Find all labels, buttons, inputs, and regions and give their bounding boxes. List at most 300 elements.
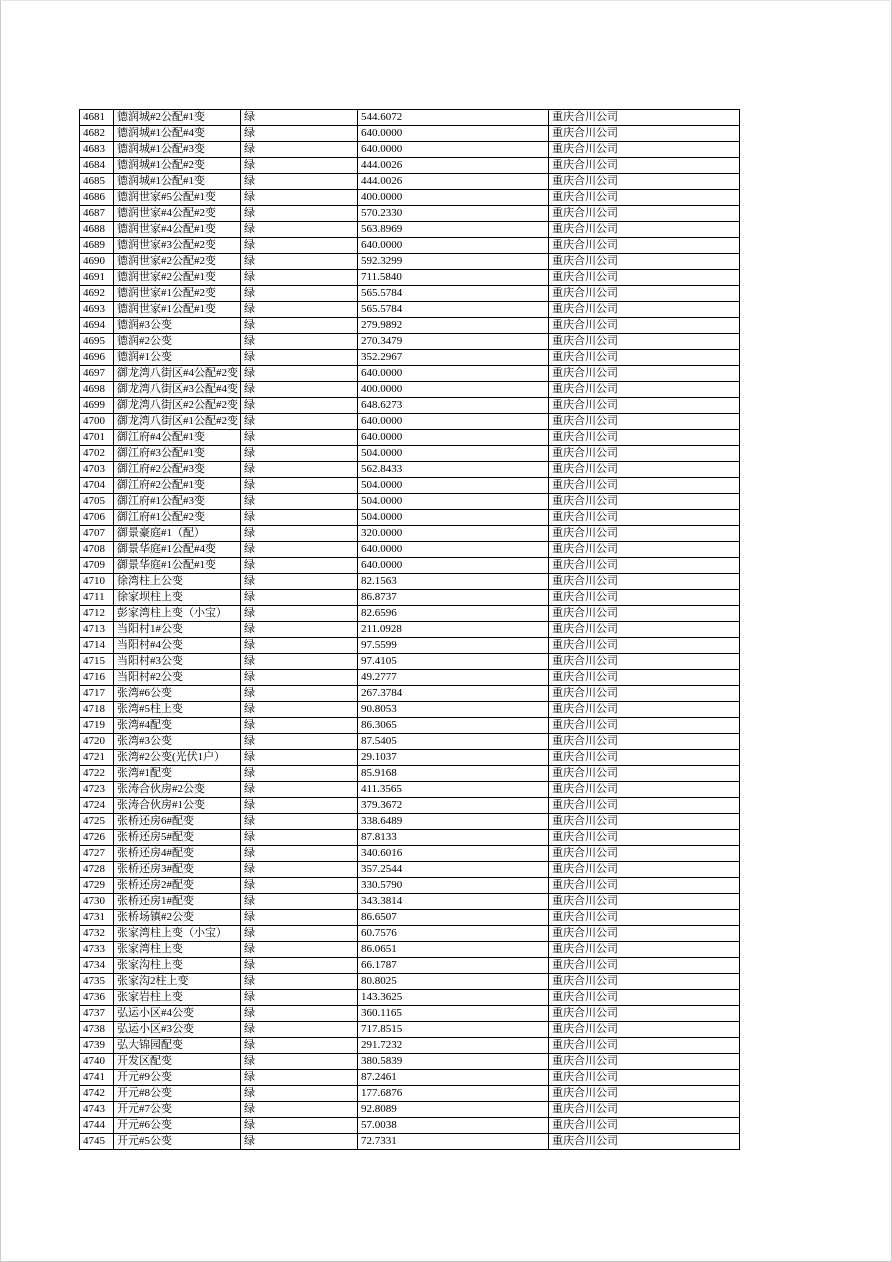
company-cell: 重庆合川公司 xyxy=(549,830,740,846)
company-cell: 重庆合川公司 xyxy=(549,398,740,414)
status-cell: 绿 xyxy=(241,350,358,366)
row-id-cell: 4700 xyxy=(80,414,114,430)
table-row xyxy=(80,270,740,286)
table-row xyxy=(80,606,740,622)
station-name-cell: 德润城#1公配#1变 xyxy=(114,174,241,190)
row-id-cell: 4745 xyxy=(80,1134,114,1150)
row-id-cell: 4726 xyxy=(80,830,114,846)
company-cell: 重庆合川公司 xyxy=(549,910,740,926)
row-id-cell: 4736 xyxy=(80,990,114,1006)
status-cell: 绿 xyxy=(241,974,358,990)
row-id-cell: 4704 xyxy=(80,478,114,494)
capacity-value-cell: 340.6016 xyxy=(358,846,549,862)
capacity-value-cell: 86.6507 xyxy=(358,910,549,926)
status-cell: 绿 xyxy=(241,622,358,638)
row-id-cell: 4701 xyxy=(80,430,114,446)
status-cell: 绿 xyxy=(241,830,358,846)
row-id-cell: 4731 xyxy=(80,910,114,926)
capacity-value-cell: 565.5784 xyxy=(358,286,549,302)
status-cell: 绿 xyxy=(241,1006,358,1022)
status-cell: 绿 xyxy=(241,110,358,126)
table-row xyxy=(80,286,740,302)
table-row xyxy=(80,430,740,446)
status-cell: 绿 xyxy=(241,1054,358,1070)
capacity-value-cell: 343.3814 xyxy=(358,894,549,910)
station-name-cell: 张涛合伙房#2公变 xyxy=(114,782,241,798)
station-name-cell: 张湾#4配变 xyxy=(114,718,241,734)
station-name-cell: 德润世家#2公配#1变 xyxy=(114,270,241,286)
row-id-cell: 4698 xyxy=(80,382,114,398)
capacity-value-cell: 504.0000 xyxy=(358,446,549,462)
table-row xyxy=(80,1118,740,1134)
row-id-cell: 4708 xyxy=(80,542,114,558)
status-cell: 绿 xyxy=(241,606,358,622)
station-name-cell: 开发区配变 xyxy=(114,1054,241,1070)
station-name-cell: 开元#5公变 xyxy=(114,1134,241,1150)
company-cell: 重庆合川公司 xyxy=(549,334,740,350)
row-id-cell: 4727 xyxy=(80,846,114,862)
table-row xyxy=(80,446,740,462)
table-row xyxy=(80,1102,740,1118)
status-cell: 绿 xyxy=(241,270,358,286)
row-id-cell: 4741 xyxy=(80,1070,114,1086)
capacity-value-cell: 80.8025 xyxy=(358,974,549,990)
capacity-value-cell: 86.8737 xyxy=(358,590,549,606)
capacity-value-cell: 270.3479 xyxy=(358,334,549,350)
status-cell: 绿 xyxy=(241,142,358,158)
station-name-cell: 德润世家#1公配#2变 xyxy=(114,286,241,302)
station-name-cell: 当阳村1#公变 xyxy=(114,622,241,638)
table-row xyxy=(80,126,740,142)
station-name-cell: 彭家湾柱上变（小宝） xyxy=(114,606,241,622)
table-row xyxy=(80,654,740,670)
station-name-cell: 开元#7公变 xyxy=(114,1102,241,1118)
station-name-cell: 德润世家#1公配#1变 xyxy=(114,302,241,318)
station-name-cell: 开元#6公变 xyxy=(114,1118,241,1134)
row-id-cell: 4744 xyxy=(80,1118,114,1134)
row-id-cell: 4734 xyxy=(80,958,114,974)
status-cell: 绿 xyxy=(241,926,358,942)
company-cell: 重庆合川公司 xyxy=(549,510,740,526)
station-name-cell: 徐湾柱上公变 xyxy=(114,574,241,590)
company-cell: 重庆合川公司 xyxy=(549,606,740,622)
table-row xyxy=(80,478,740,494)
station-name-cell: 御景豪庭#1（配） xyxy=(114,526,241,542)
row-id-cell: 4709 xyxy=(80,558,114,574)
table-row xyxy=(80,958,740,974)
capacity-value-cell: 279.9892 xyxy=(358,318,549,334)
table-row xyxy=(80,750,740,766)
capacity-value-cell: 444.0026 xyxy=(358,174,549,190)
row-id-cell: 4681 xyxy=(80,110,114,126)
company-cell: 重庆合川公司 xyxy=(549,590,740,606)
status-cell: 绿 xyxy=(241,542,358,558)
status-cell: 绿 xyxy=(241,958,358,974)
company-cell: 重庆合川公司 xyxy=(549,798,740,814)
capacity-value-cell: 648.6273 xyxy=(358,398,549,414)
table-row xyxy=(80,1070,740,1086)
row-id-cell: 4706 xyxy=(80,510,114,526)
station-name-cell: 御龙湾八街区#3公配#4变 xyxy=(114,382,241,398)
status-cell: 绿 xyxy=(241,126,358,142)
station-name-cell: 御江府#2公配#3变 xyxy=(114,462,241,478)
capacity-value-cell: 85.9168 xyxy=(358,766,549,782)
table-row xyxy=(80,526,740,542)
station-name-cell: 张桥还房6#配变 xyxy=(114,814,241,830)
company-cell: 重庆合川公司 xyxy=(549,1022,740,1038)
station-name-cell: 弘大锦园配变 xyxy=(114,1038,241,1054)
capacity-value-cell: 291.7232 xyxy=(358,1038,549,1054)
station-name-cell: 德润世家#4公配#2变 xyxy=(114,206,241,222)
status-cell: 绿 xyxy=(241,718,358,734)
status-cell: 绿 xyxy=(241,318,358,334)
station-name-cell: 御江府#3公配#1变 xyxy=(114,446,241,462)
capacity-value-cell: 504.0000 xyxy=(358,510,549,526)
table-row xyxy=(80,142,740,158)
table-row xyxy=(80,206,740,222)
company-cell: 重庆合川公司 xyxy=(549,222,740,238)
capacity-value-cell: 640.0000 xyxy=(358,142,549,158)
row-id-cell: 4691 xyxy=(80,270,114,286)
table-row xyxy=(80,1022,740,1038)
row-id-cell: 4719 xyxy=(80,718,114,734)
station-name-cell: 御江府#1公配#3变 xyxy=(114,494,241,510)
status-cell: 绿 xyxy=(241,158,358,174)
company-cell: 重庆合川公司 xyxy=(549,814,740,830)
capacity-value-cell: 444.0026 xyxy=(358,158,549,174)
status-cell: 绿 xyxy=(241,750,358,766)
status-cell: 绿 xyxy=(241,1038,358,1054)
capacity-value-cell: 640.0000 xyxy=(358,558,549,574)
table-row xyxy=(80,110,740,126)
station-name-cell: 德润#1公变 xyxy=(114,350,241,366)
row-id-cell: 4702 xyxy=(80,446,114,462)
table-row xyxy=(80,302,740,318)
station-name-cell: 张家沟柱上变 xyxy=(114,958,241,974)
capacity-value-cell: 380.5839 xyxy=(358,1054,549,1070)
status-cell: 绿 xyxy=(241,494,358,510)
table-row xyxy=(80,702,740,718)
status-cell: 绿 xyxy=(241,1134,358,1150)
row-id-cell: 4722 xyxy=(80,766,114,782)
row-id-cell: 4712 xyxy=(80,606,114,622)
company-cell: 重庆合川公司 xyxy=(549,974,740,990)
status-cell: 绿 xyxy=(241,686,358,702)
company-cell: 重庆合川公司 xyxy=(549,958,740,974)
company-cell: 重庆合川公司 xyxy=(549,686,740,702)
station-name-cell: 御龙湾八街区#4公配#2变 xyxy=(114,366,241,382)
capacity-value-cell: 640.0000 xyxy=(358,414,549,430)
capacity-value-cell: 411.3565 xyxy=(358,782,549,798)
station-name-cell: 张桥场镇#2公变 xyxy=(114,910,241,926)
station-name-cell: 德润城#1公配#4变 xyxy=(114,126,241,142)
table-row xyxy=(80,734,740,750)
table-row xyxy=(80,366,740,382)
capacity-value-cell: 82.6596 xyxy=(358,606,549,622)
row-id-cell: 4690 xyxy=(80,254,114,270)
table-row xyxy=(80,222,740,238)
capacity-value-cell: 211.0928 xyxy=(358,622,549,638)
capacity-value-cell: 82.1563 xyxy=(358,574,549,590)
capacity-value-cell: 86.3065 xyxy=(358,718,549,734)
status-cell: 绿 xyxy=(241,574,358,590)
row-id-cell: 4689 xyxy=(80,238,114,254)
capacity-value-cell: 320.0000 xyxy=(358,526,549,542)
capacity-value-cell: 592.3299 xyxy=(358,254,549,270)
capacity-value-cell: 92.8089 xyxy=(358,1102,549,1118)
capacity-value-cell: 87.5405 xyxy=(358,734,549,750)
company-cell: 重庆合川公司 xyxy=(549,414,740,430)
capacity-value-cell: 565.5784 xyxy=(358,302,549,318)
status-cell: 绿 xyxy=(241,654,358,670)
table-row xyxy=(80,686,740,702)
table-row xyxy=(80,782,740,798)
table-row xyxy=(80,494,740,510)
status-cell: 绿 xyxy=(241,174,358,190)
row-id-cell: 4724 xyxy=(80,798,114,814)
row-id-cell: 4684 xyxy=(80,158,114,174)
company-cell: 重庆合川公司 xyxy=(549,1054,740,1070)
company-cell: 重庆合川公司 xyxy=(549,158,740,174)
row-id-cell: 4743 xyxy=(80,1102,114,1118)
row-id-cell: 4737 xyxy=(80,1006,114,1022)
transformer-table xyxy=(79,109,740,1150)
status-cell: 绿 xyxy=(241,462,358,478)
status-cell: 绿 xyxy=(241,398,358,414)
row-id-cell: 4683 xyxy=(80,142,114,158)
company-cell: 重庆合川公司 xyxy=(549,206,740,222)
row-id-cell: 4729 xyxy=(80,878,114,894)
capacity-value-cell: 57.0038 xyxy=(358,1118,549,1134)
capacity-value-cell: 267.3784 xyxy=(358,686,549,702)
company-cell: 重庆合川公司 xyxy=(549,526,740,542)
table-row xyxy=(80,862,740,878)
company-cell: 重庆合川公司 xyxy=(549,366,740,382)
row-id-cell: 4696 xyxy=(80,350,114,366)
station-name-cell: 张家湾柱上变 xyxy=(114,942,241,958)
row-id-cell: 4715 xyxy=(80,654,114,670)
status-cell: 绿 xyxy=(241,430,358,446)
station-name-cell: 御江府#2公配#1变 xyxy=(114,478,241,494)
table-row xyxy=(80,558,740,574)
company-cell: 重庆合川公司 xyxy=(549,430,740,446)
capacity-value-cell: 562.8433 xyxy=(358,462,549,478)
capacity-value-cell: 338.6489 xyxy=(358,814,549,830)
company-cell: 重庆合川公司 xyxy=(549,702,740,718)
station-name-cell: 张桥还房1#配变 xyxy=(114,894,241,910)
station-name-cell: 张家岩柱上变 xyxy=(114,990,241,1006)
table-row xyxy=(80,926,740,942)
station-name-cell: 德润城#1公配#2变 xyxy=(114,158,241,174)
status-cell: 绿 xyxy=(241,1102,358,1118)
row-id-cell: 4686 xyxy=(80,190,114,206)
capacity-value-cell: 563.8969 xyxy=(358,222,549,238)
station-name-cell: 张桥还房4#配变 xyxy=(114,846,241,862)
company-cell: 重庆合川公司 xyxy=(549,174,740,190)
status-cell: 绿 xyxy=(241,798,358,814)
capacity-value-cell: 400.0000 xyxy=(358,382,549,398)
status-cell: 绿 xyxy=(241,382,358,398)
station-name-cell: 御景华庭#1公配#4变 xyxy=(114,542,241,558)
table-row xyxy=(80,1054,740,1070)
status-cell: 绿 xyxy=(241,782,358,798)
row-id-cell: 4705 xyxy=(80,494,114,510)
company-cell: 重庆合川公司 xyxy=(549,270,740,286)
company-cell: 重庆合川公司 xyxy=(549,350,740,366)
capacity-value-cell: 711.5840 xyxy=(358,270,549,286)
station-name-cell: 当阳村#2公变 xyxy=(114,670,241,686)
table-row xyxy=(80,974,740,990)
status-cell: 绿 xyxy=(241,446,358,462)
table-row xyxy=(80,990,740,1006)
table-row xyxy=(80,254,740,270)
company-cell: 重庆合川公司 xyxy=(549,734,740,750)
status-cell: 绿 xyxy=(241,590,358,606)
capacity-value-cell: 97.5599 xyxy=(358,638,549,654)
capacity-value-cell: 360.1165 xyxy=(358,1006,549,1022)
row-id-cell: 4730 xyxy=(80,894,114,910)
row-id-cell: 4688 xyxy=(80,222,114,238)
station-name-cell: 弘运小区#3公变 xyxy=(114,1022,241,1038)
status-cell: 绿 xyxy=(241,190,358,206)
station-name-cell: 德润世家#3公配#2变 xyxy=(114,238,241,254)
company-cell: 重庆合川公司 xyxy=(549,542,740,558)
company-cell: 重庆合川公司 xyxy=(549,622,740,638)
table-row xyxy=(80,190,740,206)
row-id-cell: 4742 xyxy=(80,1086,114,1102)
company-cell: 重庆合川公司 xyxy=(549,126,740,142)
station-name-cell: 张桥还房3#配变 xyxy=(114,862,241,878)
capacity-value-cell: 357.2544 xyxy=(358,862,549,878)
company-cell: 重庆合川公司 xyxy=(549,190,740,206)
station-name-cell: 御江府#1公配#2变 xyxy=(114,510,241,526)
company-cell: 重庆合川公司 xyxy=(549,638,740,654)
capacity-value-cell: 544.6072 xyxy=(358,110,549,126)
status-cell: 绿 xyxy=(241,526,358,542)
station-name-cell: 张桥还房5#配变 xyxy=(114,830,241,846)
capacity-value-cell: 504.0000 xyxy=(358,478,549,494)
status-cell: 绿 xyxy=(241,414,358,430)
company-cell: 重庆合川公司 xyxy=(549,1134,740,1150)
station-name-cell: 张湾#6公变 xyxy=(114,686,241,702)
capacity-value-cell: 66.1787 xyxy=(358,958,549,974)
row-id-cell: 4685 xyxy=(80,174,114,190)
company-cell: 重庆合川公司 xyxy=(549,478,740,494)
station-name-cell: 张涛合伙房#1公变 xyxy=(114,798,241,814)
status-cell: 绿 xyxy=(241,334,358,350)
company-cell: 重庆合川公司 xyxy=(549,558,740,574)
station-name-cell: 弘运小区#4公变 xyxy=(114,1006,241,1022)
capacity-value-cell: 640.0000 xyxy=(358,366,549,382)
station-name-cell: 张湾#3公变 xyxy=(114,734,241,750)
company-cell: 重庆合川公司 xyxy=(549,1086,740,1102)
company-cell: 重庆合川公司 xyxy=(549,142,740,158)
company-cell: 重庆合川公司 xyxy=(549,318,740,334)
capacity-value-cell: 97.4105 xyxy=(358,654,549,670)
company-cell: 重庆合川公司 xyxy=(549,782,740,798)
station-name-cell: 德润世家#4公配#1变 xyxy=(114,222,241,238)
status-cell: 绿 xyxy=(241,1070,358,1086)
capacity-value-cell: 177.6876 xyxy=(358,1086,549,1102)
company-cell: 重庆合川公司 xyxy=(549,942,740,958)
station-name-cell: 张湾#1配变 xyxy=(114,766,241,782)
table-row xyxy=(80,846,740,862)
capacity-value-cell: 640.0000 xyxy=(358,238,549,254)
capacity-value-cell: 352.2967 xyxy=(358,350,549,366)
status-cell: 绿 xyxy=(241,1118,358,1134)
capacity-value-cell: 29.1037 xyxy=(358,750,549,766)
row-id-cell: 4699 xyxy=(80,398,114,414)
status-cell: 绿 xyxy=(241,366,358,382)
status-cell: 绿 xyxy=(241,478,358,494)
row-id-cell: 4707 xyxy=(80,526,114,542)
station-name-cell: 德润#3公变 xyxy=(114,318,241,334)
table-row xyxy=(80,1006,740,1022)
company-cell: 重庆合川公司 xyxy=(549,254,740,270)
row-id-cell: 4739 xyxy=(80,1038,114,1054)
capacity-value-cell: 640.0000 xyxy=(358,542,549,558)
table-row xyxy=(80,638,740,654)
table-row xyxy=(80,174,740,190)
station-name-cell: 开元#8公变 xyxy=(114,1086,241,1102)
capacity-value-cell: 379.3672 xyxy=(358,798,549,814)
row-id-cell: 4703 xyxy=(80,462,114,478)
row-id-cell: 4682 xyxy=(80,126,114,142)
capacity-value-cell: 87.8133 xyxy=(358,830,549,846)
row-id-cell: 4687 xyxy=(80,206,114,222)
status-cell: 绿 xyxy=(241,1086,358,1102)
table-row xyxy=(80,510,740,526)
company-cell: 重庆合川公司 xyxy=(549,1006,740,1022)
status-cell: 绿 xyxy=(241,862,358,878)
status-cell: 绿 xyxy=(241,1022,358,1038)
station-name-cell: 张家沟2柱上变 xyxy=(114,974,241,990)
table-row xyxy=(80,942,740,958)
capacity-value-cell: 640.0000 xyxy=(358,430,549,446)
table-row xyxy=(80,398,740,414)
company-cell: 重庆合川公司 xyxy=(549,1038,740,1054)
status-cell: 绿 xyxy=(241,558,358,574)
table-row xyxy=(80,542,740,558)
row-id-cell: 4692 xyxy=(80,286,114,302)
station-name-cell: 御景华庭#1公配#1变 xyxy=(114,558,241,574)
status-cell: 绿 xyxy=(241,910,358,926)
company-cell: 重庆合川公司 xyxy=(549,286,740,302)
station-name-cell: 开元#9公变 xyxy=(114,1070,241,1086)
status-cell: 绿 xyxy=(241,638,358,654)
row-id-cell: 4710 xyxy=(80,574,114,590)
station-name-cell: 德润城#1公配#3变 xyxy=(114,142,241,158)
row-id-cell: 4695 xyxy=(80,334,114,350)
company-cell: 重庆合川公司 xyxy=(549,382,740,398)
table-row xyxy=(80,462,740,478)
company-cell: 重庆合川公司 xyxy=(549,894,740,910)
status-cell: 绿 xyxy=(241,990,358,1006)
row-id-cell: 4697 xyxy=(80,366,114,382)
capacity-value-cell: 640.0000 xyxy=(358,126,549,142)
capacity-value-cell: 90.8053 xyxy=(358,702,549,718)
table-row xyxy=(80,318,740,334)
company-cell: 重庆合川公司 xyxy=(549,462,740,478)
status-cell: 绿 xyxy=(241,878,358,894)
table-row xyxy=(80,878,740,894)
table-row xyxy=(80,574,740,590)
capacity-value-cell: 72.7331 xyxy=(358,1134,549,1150)
station-name-cell: 张桥还房2#配变 xyxy=(114,878,241,894)
capacity-value-cell: 504.0000 xyxy=(358,494,549,510)
status-cell: 绿 xyxy=(241,670,358,686)
company-cell: 重庆合川公司 xyxy=(549,862,740,878)
